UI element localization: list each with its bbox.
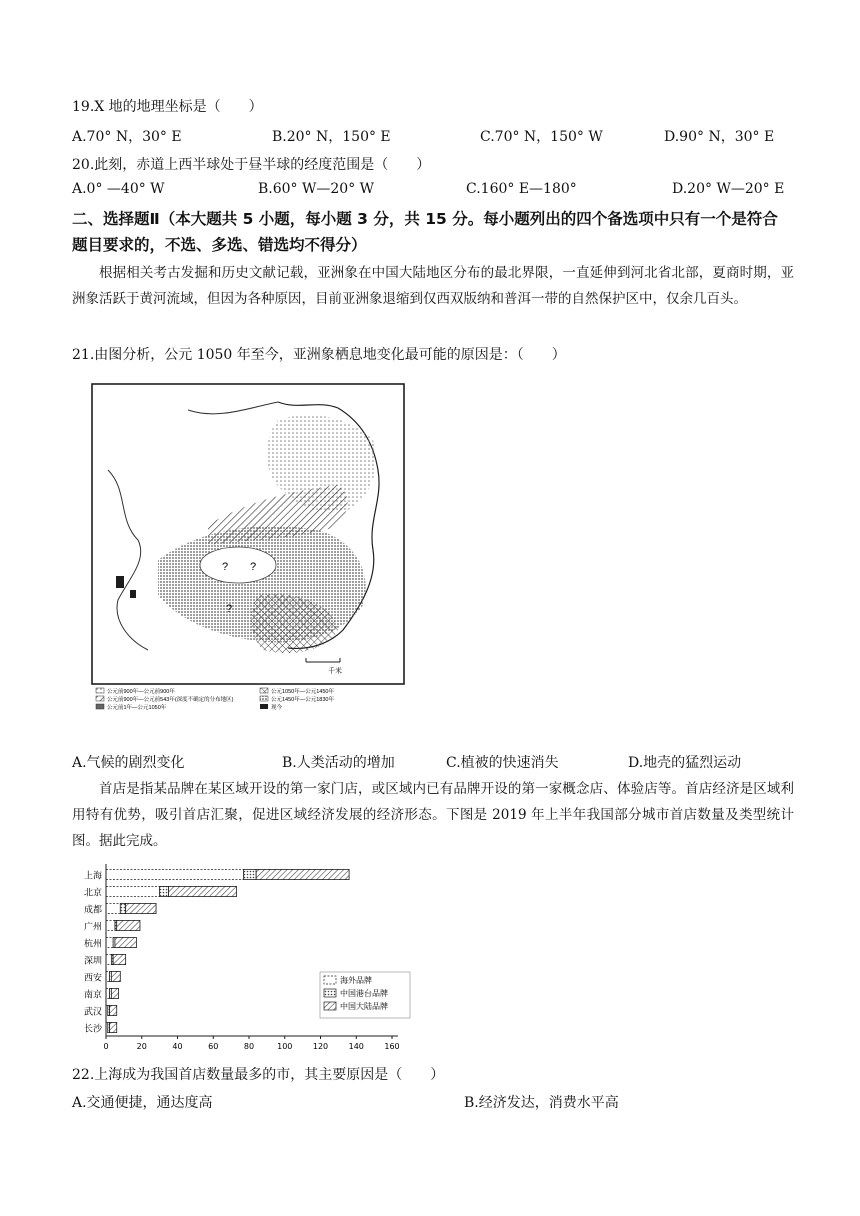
q19-option-c: C.70° N，150° W <box>480 129 603 145</box>
q19-stem: 19.X 地的地理坐标是（ ） <box>72 99 263 115</box>
category-label: 上海 <box>83 871 102 882</box>
x-tick-label: 0 <box>103 1042 109 1051</box>
bar-segment <box>106 869 244 879</box>
bar-segment <box>106 988 110 998</box>
category-label: 西安 <box>83 973 102 984</box>
svg-text:?: ? <box>250 561 257 573</box>
q22-option-b: B.经济发达，消费水平高 <box>464 1095 619 1111</box>
category-label: 长沙 <box>83 1024 102 1035</box>
bar-segment <box>106 886 160 896</box>
legend-label: 中国大陆品牌 <box>340 1002 388 1011</box>
q20-option-b: B.60° W—20° W <box>258 181 375 197</box>
q21-option-c: C.植被的快速消失 <box>446 755 559 771</box>
bar-segment <box>106 954 111 964</box>
bar-segment <box>106 971 110 981</box>
passage-first-store: 首店是指某品牌在某区域开设的第一家门店，或区域内已有品牌开设的第一家概念店、体验店等。首店经济是区域利用特有优势，吸引首店汇聚，促进区域经济发展的经济形态。下图是 2019 年上半年我国部分城市首店数量及类型统计图。据此完成。 <box>72 781 794 849</box>
q22-option-a: A.交通便捷，通达度高 <box>72 1095 213 1111</box>
map-scale-label: 千米 <box>328 668 342 675</box>
bar-segment <box>111 971 120 981</box>
bar-segment <box>106 903 120 913</box>
q20-option-c: C.160° E—180° <box>466 181 577 197</box>
bar-segment <box>113 954 126 964</box>
bar-segment <box>120 903 125 913</box>
bar-segment <box>110 1005 117 1015</box>
q22-stem: 22.上海成为我国首店数量最多的市，其主要原因是（ ） <box>72 1067 445 1083</box>
category-label: 北京 <box>83 888 102 899</box>
bar-segment <box>106 920 115 930</box>
x-tick-label: 140 <box>348 1042 364 1051</box>
q20-option-d: D.20° W—20° E <box>672 181 785 197</box>
x-tick-label: 60 <box>208 1042 219 1051</box>
map-legend-4: 公元1050年—公元1450年 <box>271 689 334 695</box>
x-tick-label: 80 <box>243 1042 255 1051</box>
bar-segment <box>244 869 257 879</box>
bar-segment <box>160 886 169 896</box>
legend-label: 中国港台品牌 <box>340 989 388 998</box>
category-label: 南京 <box>83 990 102 1001</box>
first-store-bar-chart <box>72 858 412 1058</box>
q20-stem: 20.此刻，赤道上西半球处于昼半球的经度范围是（ ） <box>72 157 431 173</box>
category-label: 广州 <box>83 922 102 933</box>
elephant-distribution-map <box>88 380 410 718</box>
category-label: 武汉 <box>83 1007 102 1018</box>
legend-swatch <box>324 976 336 984</box>
map-legend-3: 公元前1年—公元1050年 <box>107 705 167 711</box>
svg-text:?: ? <box>222 561 229 573</box>
passage-asian-elephant: 根据相关考古发掘和历史文献记载，亚洲象在中国大陆地区分布的最北界限，一直延伸到河北省北部，夏商时期，亚洲象活跃于黄河流域，但因为各种原因，目前亚洲象退缩到仅西双版纳和普洱一带的自然保护区中，仅余几百头。 <box>72 265 794 307</box>
q19-option-d: D.90° N，30° E <box>664 129 775 145</box>
x-tick-label: 120 <box>312 1042 329 1051</box>
legend-swatch <box>324 989 336 997</box>
bar-segment <box>111 988 118 998</box>
q19-option-a: A.70° N，30° E <box>72 129 182 145</box>
bar-segment <box>110 1022 117 1032</box>
x-tick-label: 40 <box>172 1042 183 1051</box>
x-tick-label: 100 <box>277 1042 293 1051</box>
q21-stem: 21.由图分析，公元 1050 年至今，亚洲象栖息地变化最可能的原因是：（ ） <box>72 347 566 363</box>
x-tick-label: 160 <box>384 1042 400 1051</box>
x-tick-label: 20 <box>136 1042 147 1051</box>
map-legend-5: 公元1450年—公元1830年 <box>271 697 334 703</box>
q20-option-a: A.0° —40° W <box>72 181 165 197</box>
bar-segment <box>115 937 136 947</box>
map-legend-6: 现今 <box>271 705 283 711</box>
legend-label: 海外品牌 <box>340 976 372 985</box>
section-2-heading: 二、选择题Ⅱ（本大题共 5 小题，每小题 3 分，共 15 分。每小题列出的四个备选项中只有一个是符合题目要求的，不选、多选、错选均不得分） <box>72 210 778 254</box>
category-label: 深圳 <box>83 956 102 967</box>
q21-option-d: D.地壳的猛烈运动 <box>628 755 742 771</box>
map-legend-2: 公元前900年—公元前543年(深度不确定的分布地区) <box>107 697 234 703</box>
q21-option-b: B.人类活动的增加 <box>282 755 395 771</box>
map-legend-1: 公元前900年—公元前900年 <box>107 689 175 695</box>
q21-option-a: A.气候的剧烈变化 <box>72 755 185 771</box>
bar-segment <box>126 903 156 913</box>
bar-segment <box>169 886 237 896</box>
legend-swatch <box>324 1002 336 1010</box>
q19-option-b: B.20° N，150° E <box>272 129 391 145</box>
bar-segment <box>106 937 113 947</box>
bar-segment <box>256 869 349 879</box>
svg-text:?: ? <box>226 603 233 615</box>
bar-segment <box>117 920 140 930</box>
category-label: 成都 <box>83 905 102 916</box>
category-label: 杭州 <box>83 939 102 950</box>
